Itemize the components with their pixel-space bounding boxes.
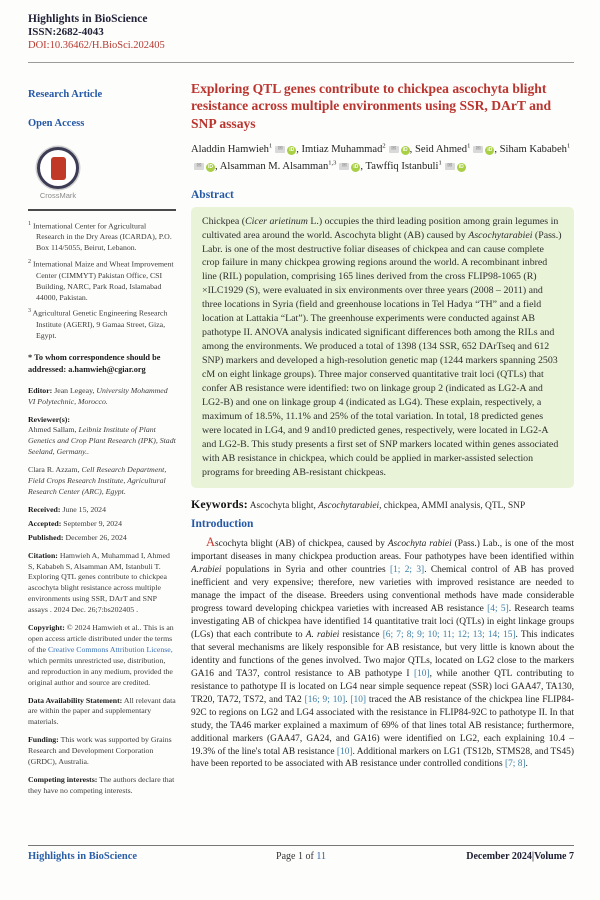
author-name: Siham Kababeh <box>499 144 567 156</box>
published-label: Published: <box>28 532 64 542</box>
sidebar <box>28 76 176 842</box>
article-type-label: Research Article <box>28 89 103 100</box>
doi-link[interactable]: DOI:10.36462/H.BioSci.202405 <box>28 40 165 51</box>
reviewer-item <box>28 425 176 458</box>
orcid-icon[interactable]: iD <box>458 164 464 171</box>
header-divider <box>28 62 574 63</box>
introduction-heading: Introduction <box>191 517 254 530</box>
received-label: Received: <box>28 504 61 514</box>
editor-label: Editor: <box>28 385 53 395</box>
author-separator: , <box>494 144 500 156</box>
author <box>220 161 366 172</box>
email-icon[interactable]: ✉ <box>275 146 285 153</box>
author-affiliation-superscript: 1,3 <box>328 159 337 167</box>
dates-block <box>28 505 176 544</box>
editor-block <box>28 386 176 408</box>
footer-divider <box>28 845 574 846</box>
author-separator: , <box>409 144 415 156</box>
issn: ISSN:2682-4043 <box>28 26 104 38</box>
author-affiliation-superscript: 1 <box>566 142 571 150</box>
copyright-block <box>28 623 176 688</box>
author-separator: , <box>296 144 302 156</box>
email-icon[interactable]: ✉ <box>389 146 399 153</box>
email-icon[interactable]: ✉ <box>194 163 204 170</box>
reviewer-list <box>28 425 176 497</box>
accepted-date: September 9, 2024 <box>63 518 122 528</box>
orcid-icon[interactable]: iD <box>487 147 493 154</box>
reviewer-name: Ahmed Sallam, <box>28 425 77 435</box>
citation-link[interactable]: [10] <box>413 668 430 679</box>
affiliation-number: 2 <box>28 259 31 266</box>
footer-journal-name: Highlights in BioScience <box>28 851 138 862</box>
email-icon[interactable]: ✉ <box>339 163 349 170</box>
keywords-line <box>191 497 574 512</box>
affiliation-number: 1 <box>28 220 31 227</box>
crossmark-icon <box>37 147 79 189</box>
page-indicator-text: Page 1 of <box>276 851 317 862</box>
orcid-icon[interactable]: iD <box>402 147 408 154</box>
article-title: Exploring QTL genes contribute to chickpea ascochyta blight resistance across multiple environments using SSR, DArT and SNP assays <box>191 81 552 131</box>
reviewer-affiliation: Leibniz Institute of Plant Genetics and Crop Plant Research (IPK), Stadt Seeland, Germany.. <box>28 425 176 457</box>
copyright-label: Copyright: <box>28 623 65 633</box>
editor-name: Jean Legeay, <box>54 385 95 395</box>
author <box>415 144 500 155</box>
reviewer-affiliation: Cell Research Department, Field Crops Research Institute, Agricultural Research Center (ARC), Egypt. <box>28 465 167 496</box>
author <box>302 144 415 155</box>
correspondence-email-link[interactable]: a.hamwieh@cgiar.org <box>68 364 146 374</box>
author-name: Aladdin Hamwieh <box>191 144 269 156</box>
citation-link[interactable]: [10] <box>350 694 367 705</box>
correspondence-note <box>28 352 176 376</box>
funding-text: This work was supported by Grains Research and Development Corporation (GRDC), Australia. <box>28 735 172 767</box>
copyright-text-2: which permits unrestricted use, distribution, and reproduction in any medium, provided the original author and source are credited. <box>28 655 173 687</box>
citation-link[interactable]: [4; 5] <box>487 603 509 614</box>
author-affiliation-superscript: 1 <box>268 142 273 150</box>
data-availability-text: All relevant data are within the paper and supplementary materials. <box>28 695 176 727</box>
author-affiliation-superscript: 2 <box>382 142 386 150</box>
correspondence-text: * To whom correspondence should be addressed: <box>28 352 161 374</box>
author-name: Seid Ahmed <box>414 144 468 156</box>
crossmark-badge[interactable] <box>30 147 86 202</box>
affiliation-text: Agricultural Genetic Engineering Research Institute (AGERI), 9 Gamaa Street, Giza, Egypt. <box>32 309 168 340</box>
page-footer <box>28 851 574 862</box>
accepted-label: Accepted: <box>28 518 62 528</box>
citation-link[interactable]: [6; 7; 8; 9; 10; 11; 12; 13; 14; 15] <box>382 629 516 640</box>
keywords-text: Ascochyta blight, Ascochytarabiei, chickpea, AMMI analysis, QTL, SNP <box>249 500 526 511</box>
competing-interests-block <box>28 775 176 797</box>
author-affiliation-superscript: 1 <box>467 142 471 150</box>
affiliation-list <box>28 220 176 342</box>
citation-label: Citation: <box>28 550 58 560</box>
copyright-text: © 2024 Hamwieh et al.. This is an open access article distributed under the terms of the <box>28 623 174 654</box>
affiliation-number: 3 <box>28 308 31 315</box>
email-icon[interactable]: ✉ <box>473 146 483 153</box>
citation-link[interactable]: [16; 9; 10] <box>304 694 346 705</box>
author-name: Tawffiq Istanbuli <box>365 161 439 173</box>
crossmark-label: CrossMark <box>39 191 77 201</box>
citation-link[interactable]: [7; 8] <box>504 759 526 770</box>
sidebar-divider <box>28 209 176 211</box>
author-name: Imtiaz Muhammad <box>301 144 383 156</box>
author <box>191 144 302 155</box>
orcid-icon[interactable]: iD <box>353 164 359 171</box>
funding-label: Funding: <box>28 735 59 745</box>
orcid-icon[interactable]: iD <box>208 164 213 171</box>
competing-interests-label: Competing interests: <box>28 774 98 784</box>
affiliation-text: International Center for Agricultural Research in the Dry Areas (ICARDA), P.O. Box 114/5055, Beirut, Lebanon. <box>32 221 172 253</box>
affiliation-text: International Maize and Wheat Improvement Center (CIMMYT) Pakistan Office, CSI Building, NARC, Park Road, Islamabad 44000, Pakistan. <box>32 259 174 302</box>
citation-link[interactable]: [10] <box>336 746 353 757</box>
page-count-link: 11 <box>316 851 326 862</box>
orcid-icon[interactable]: iD <box>289 147 295 154</box>
funding-block <box>28 735 176 768</box>
keywords-label: Keywords: <box>191 496 248 511</box>
affiliation-item <box>28 258 176 303</box>
published-date: December 26, 2024 <box>65 532 127 542</box>
journal-name: Highlights in BioScience <box>28 13 148 25</box>
data-availability-label: Data Availability Statement: <box>28 695 123 705</box>
page-indicator <box>210 851 392 862</box>
author <box>366 161 466 172</box>
received-date: June 15, 2024 <box>62 504 106 514</box>
competing-interests-text: The authors declare that they have no competing interests. <box>28 774 175 795</box>
reviewer-name: Clara R. Azzam, <box>28 465 80 475</box>
footer-date-volume: December 2024|Volume 7 <box>466 851 574 862</box>
cc-license-link[interactable]: Creative Commons Attribution License, <box>47 644 173 654</box>
citation-block <box>28 551 176 616</box>
author-separator: , <box>215 161 220 173</box>
abstract-heading: Abstract <box>191 188 234 201</box>
reviewers-label: Reviewer(s): <box>28 414 70 424</box>
citation-text: Hamwieh A, Muhammad I, Ahmed S, Kababeh S, Alsamman AM, Istanbuli T. Exploring QTL genes contribute to chickpea ascochyta blight resistance across multiple environments using SSR, DArT and SNP assays . 2024 Dec. 26;7:bs202405 . <box>28 550 170 615</box>
editor-affiliation: University Mohammed VI Polytechnic, Morocco. <box>28 385 168 406</box>
affiliation-item <box>28 307 176 341</box>
data-availability-block <box>28 696 176 729</box>
author-list <box>191 142 574 176</box>
email-icon[interactable]: ✉ <box>445 163 455 170</box>
author-affiliation-superscript: 1 <box>438 159 442 167</box>
open-access-label: Open Access <box>28 117 85 129</box>
page-header <box>28 13 165 51</box>
citation-link[interactable]: [1; 2; 3] <box>389 564 425 575</box>
affiliation-item <box>28 220 176 254</box>
abstract-box: Chickpea (Cicer arietinum L.) occupies the third leading position among grain legumes in cultivated area around the world. Ascochyta blight (AB) caused by Ascochytarabiei (Pass.) Labr. is one of the most destructive foliar diseases of chickpea and can cause complete crop failure in many chickpea growing regions around the world. A recombinant inbred line (RIL) population, comprising 165 lines derived from the cross FLIP98-1065 (R) ×ILC1929 (S), were evaluated in six environments over three years (2008 – 2011) and three locations in Syria (field and greenhouse locations in Tel Hadya “TH” and a field location at Lattakia “Lat”). The greenhouse experiments were conducted against AB pathotype II. ANOVA analysis indicated significant differences both among the RILs and among the environments. We produced a total of 1398 (134 SSR, 652 DArTseq and 612 SNP) markers and developed a high-resolution genetic map (1244 markers spanning 2503 cM on eight linkage groups). Three major conserved quantitative trait loci (QTLs) that confer AB resistance were identified: two on linkage group 2 (indicated as LG2-A and LG2-B) and one on linkage group 4 (indicated as LG4). These explain, respectively, a maximum of 18.5%, 11.1% and 25% of the total variation. In total, 18 predicted genes were located in LG4, and 9 and10 predicted genes, respectively, were located in LG2-A and LG2-B. This study presents a first set of SNP markers located within genes associated with AB resistance in chickpea, which could be applied in marker-assisted selection programs for breeding AB-resistant chickpeas. <box>191 207 574 488</box>
author-name: Alsamman M. Alsamman <box>219 161 329 173</box>
author-separator: , <box>360 161 366 173</box>
reviewer-item <box>28 465 176 498</box>
main-content <box>191 76 574 842</box>
introduction-paragraph: Ascochyta blight (AB) of chickpea, caused by Ascochyta rabiei (Pass.) Lab., is one of the most important diseases in many chickpea production areas. Four pathotypes have been identified within A.rabiei populations in Syria and other countries [1; 2; 3]. Chemical control of AB has proved inefficient and very expensive; therefore, new varieties with improved resistance are needed to manage the impact of the disease. Breeders using conventional methods have made considerable progress toward developing chickpea varieties with increased AB resistance [4; 5]. Research teams investigating AB of chickpea have identified 14 quantitative trait loci (QTLs) in eight linkage groups (LGs) that each contribute to A. rabiei resistance [6; 7; 8; 9; 10; 11; 12; 13; 14; 15]. This indicates that several mechanisms are likely responsible for AB resistance, but very little is known about the identity and functions of the genes involved. Two major QTLs, located on LG2 close to the markers GA16 and TA37, control resistance to AB pathotype I [10], while another QTL contributing to resistance to pathotype II is located on LG4 near simple sequence repeat (SSR) loci GAA47, TA130, TR20, TA72, TS72, and TA2 [16; 9; 10]. [10] traced the AB resistance of the chickpea line FLIP84-92C to regions on LG2 and LG4 associated with the resistance in FLIP84-92C to pathotype II. In that study, the TA46 marker explained a maximum of 69% of that lines total AB resistance; furthermore, additional markers (GAA47, GA24, and GA16) were identified on LG2, each explaining 10.4 – 19.3% of the line's total AB resistance [10]. Additional markers on LG1 (TS12b, STMS28, and TS45) have been reported to be associated with AB resistance under controlled conditions [7; 8]. <box>191 534 574 770</box>
